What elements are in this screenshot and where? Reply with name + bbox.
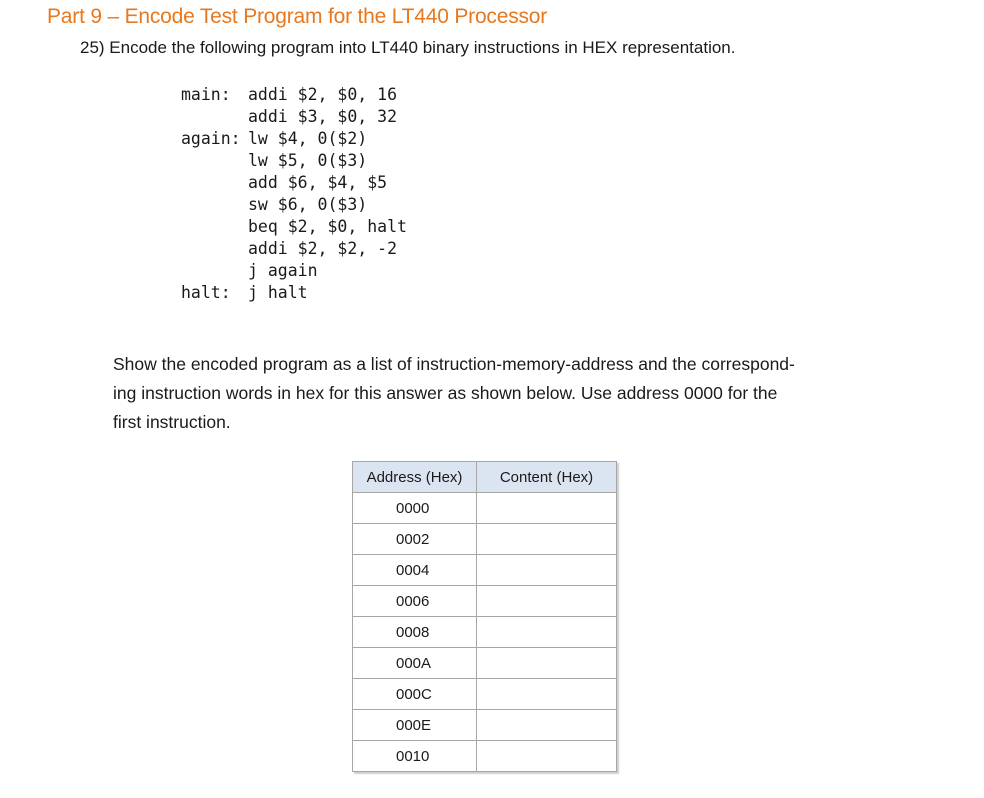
code-label: again: <box>181 129 241 148</box>
table-row <box>353 586 617 617</box>
table-header-row <box>353 462 617 493</box>
code-instruction: beq $2, $0, halt <box>248 217 407 236</box>
code-line <box>181 238 407 260</box>
code-instruction: sw $6, 0($3) <box>248 195 368 214</box>
content-cell[interactable] <box>477 741 617 772</box>
code-label: main: <box>181 85 231 104</box>
code-line <box>181 128 407 150</box>
code-instruction: addi $2, $0, 16 <box>248 85 398 104</box>
code-instruction: addi $2, $2, -2 <box>248 239 398 258</box>
address-column-header: Address (Hex) <box>353 462 477 493</box>
code-instruction: lw $4, 0($2) <box>248 129 368 148</box>
code-label: halt: <box>181 283 231 302</box>
content-cell[interactable] <box>477 524 617 555</box>
content-cell[interactable] <box>477 555 617 586</box>
code-line <box>181 172 407 194</box>
content-cell[interactable] <box>477 586 617 617</box>
table-row <box>353 648 617 679</box>
code-line <box>181 194 407 216</box>
code-line <box>181 106 407 128</box>
address-cell: 0008 <box>353 617 477 648</box>
table-row <box>353 679 617 710</box>
address-cell: 0002 <box>353 524 477 555</box>
content-cell[interactable] <box>477 493 617 524</box>
code-line <box>181 84 407 106</box>
code-instruction: add $6, $4, $5 <box>248 173 388 192</box>
address-cell: 0004 <box>353 555 477 586</box>
section-title: Part 9 – Encode Test Program for the LT440 Processor <box>47 5 548 28</box>
code-label <box>181 260 248 282</box>
table-row <box>353 617 617 648</box>
code-instruction: j halt <box>248 283 308 302</box>
code-instruction: addi $3, $0, 32 <box>248 107 398 126</box>
address-cell: 000A <box>353 648 477 679</box>
code-label <box>181 150 248 172</box>
code-line <box>181 282 407 304</box>
code-line <box>181 260 407 282</box>
code-instruction: lw $5, 0($3) <box>248 151 368 170</box>
content-cell[interactable] <box>477 679 617 710</box>
program-code-block <box>181 84 407 304</box>
address-cell: 000C <box>353 679 477 710</box>
content-cell[interactable] <box>477 648 617 679</box>
question-text: 25) Encode the following program into LT440 binary instructions in HEX representation. <box>80 38 736 57</box>
code-label <box>181 194 248 216</box>
table-row <box>353 555 617 586</box>
address-content-table <box>352 461 617 772</box>
address-cell: 0006 <box>353 586 477 617</box>
content-cell[interactable] <box>477 617 617 648</box>
table-row <box>353 710 617 741</box>
table-row <box>353 741 617 772</box>
address-cell: 000E <box>353 710 477 741</box>
code-label <box>181 216 248 238</box>
code-label <box>181 238 248 260</box>
instructions-line: first instruction. <box>113 412 231 432</box>
instructions-paragraph <box>113 350 873 437</box>
code-instruction: j again <box>248 261 318 280</box>
code-line <box>181 150 407 172</box>
code-line <box>181 216 407 238</box>
code-label <box>181 172 248 194</box>
table-row <box>353 524 617 555</box>
table-row <box>353 493 617 524</box>
address-cell: 0010 <box>353 741 477 772</box>
address-cell: 0000 <box>353 493 477 524</box>
instructions-line: ing instruction words in hex for this answer as shown below. Use address 0000 for the <box>113 383 778 403</box>
content-column-header: Content (Hex) <box>477 462 617 493</box>
content-cell[interactable] <box>477 710 617 741</box>
instructions-line: Show the encoded program as a list of instruction-memory-address and the correspond- <box>113 354 795 374</box>
code-label <box>181 106 248 128</box>
